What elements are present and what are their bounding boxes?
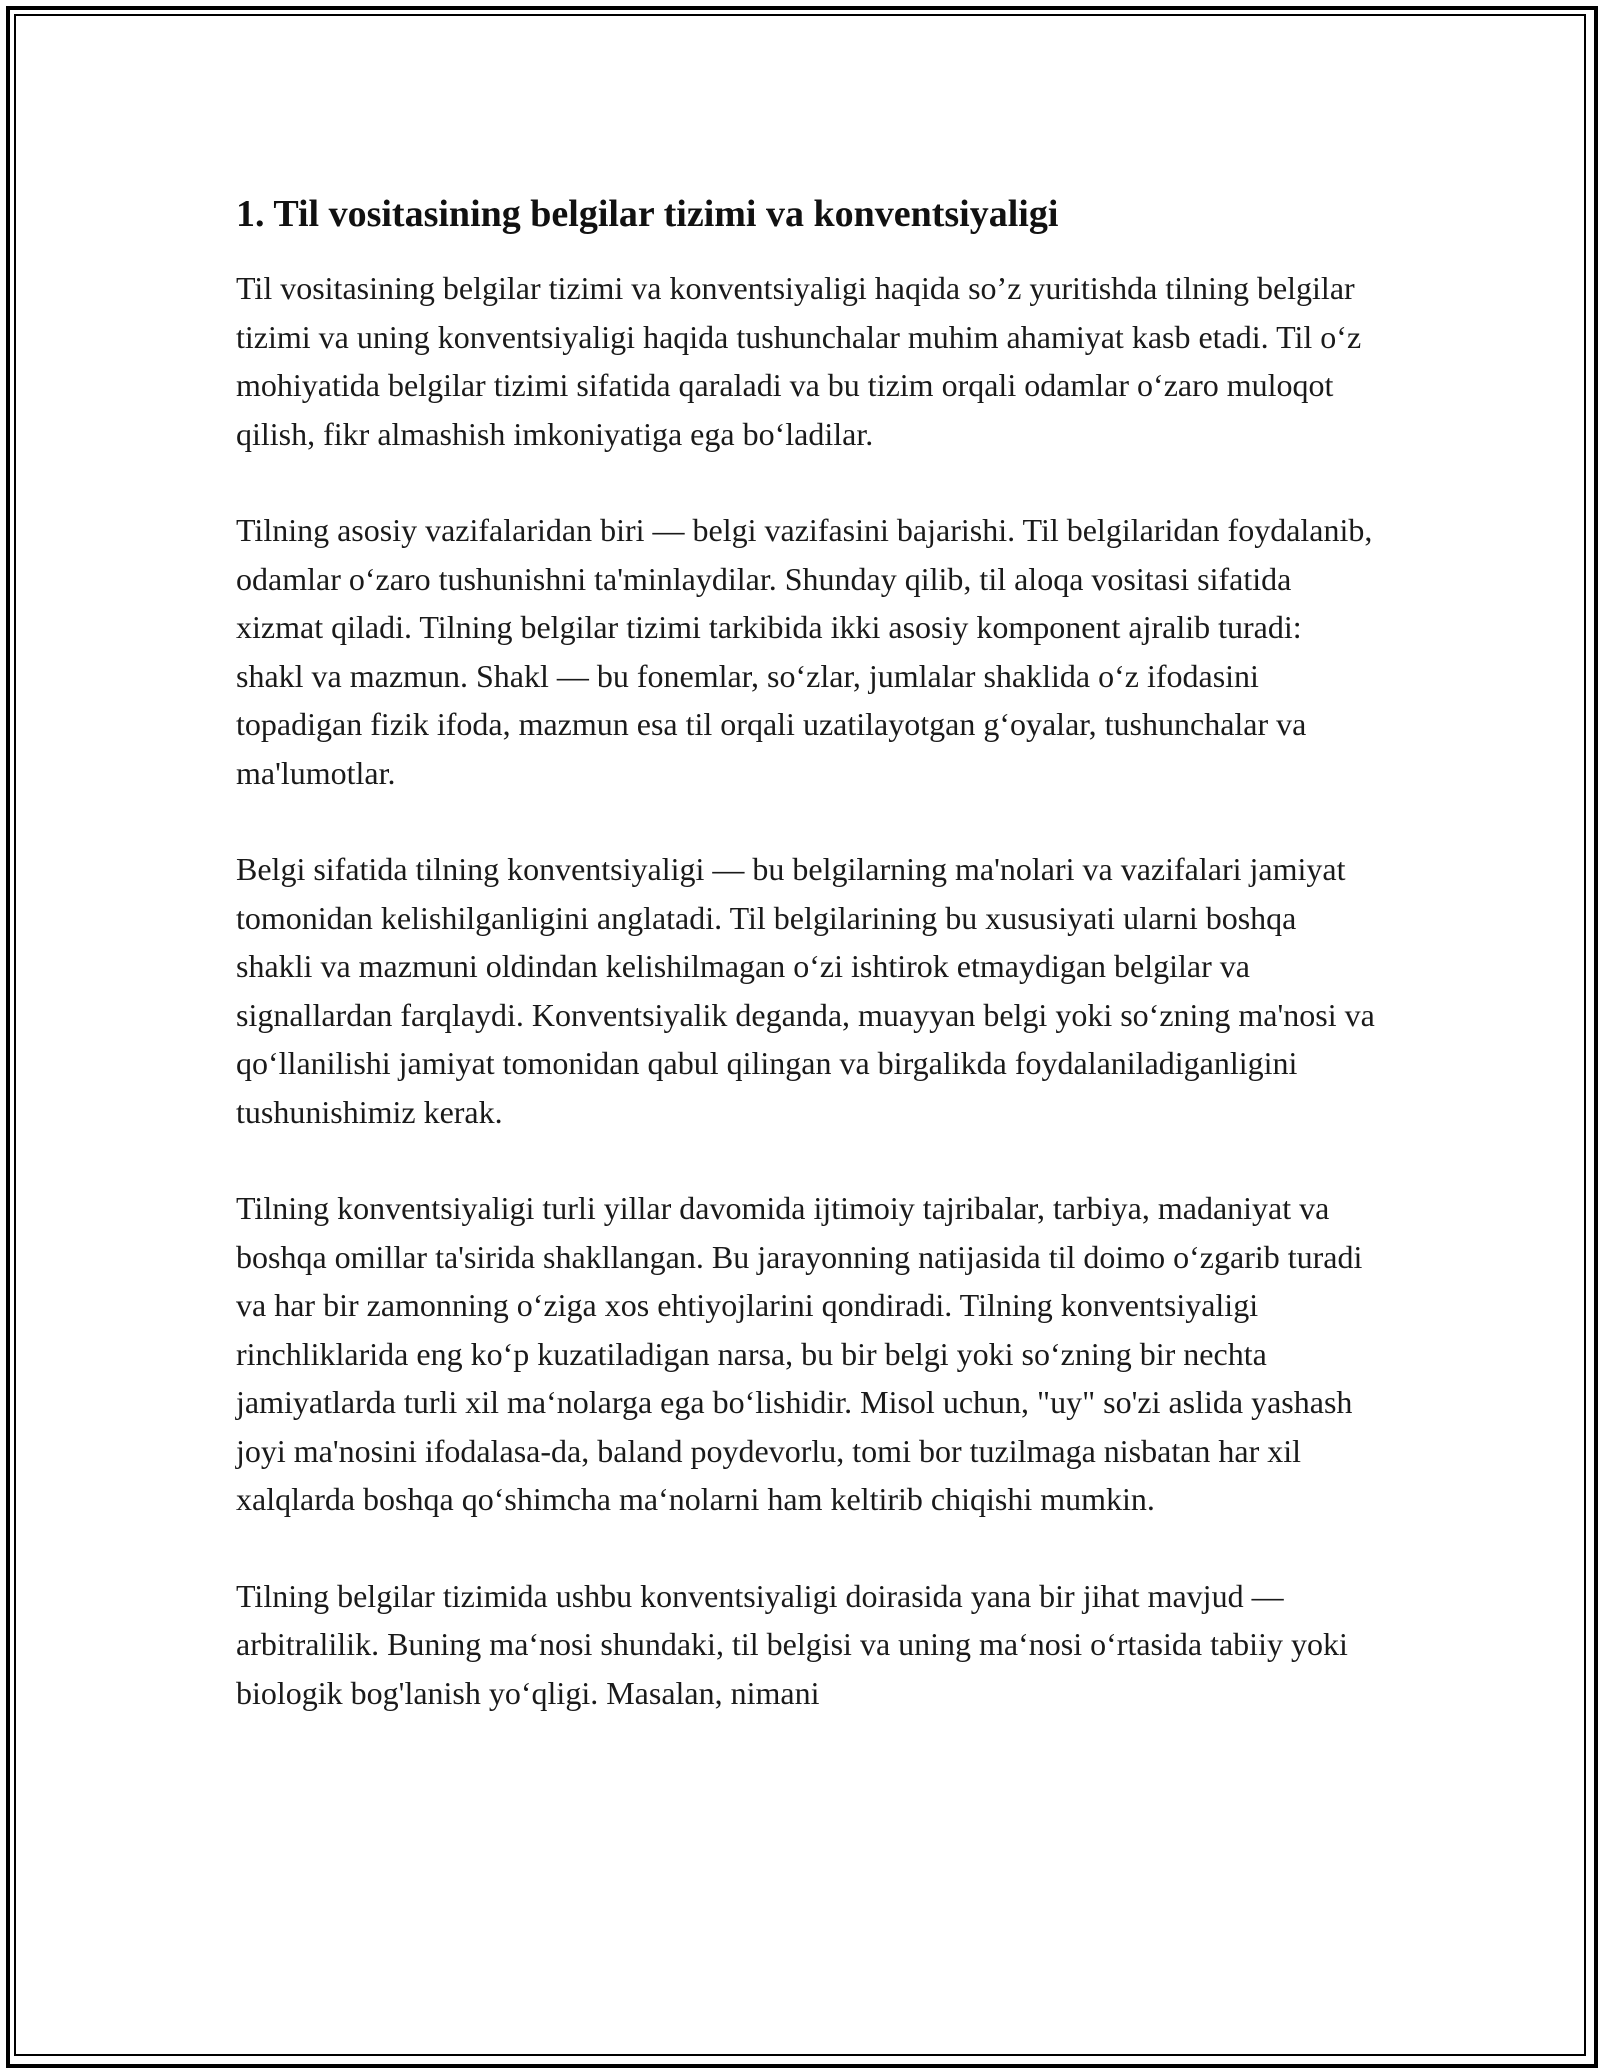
document-page: [236, 186, 1376, 1765]
section-heading: 1. Til vositasining belgilar tizimi va konventsiyaligi: [236, 193, 1059, 235]
paragraph-3: Belgi sifatida tilning konventsiyaligi — bu belgilarning ma'nolari va vazifalari jamiyat tomonidan kelishilganligini anglatadi. Til belgilarining bu xususiyati ularni boshqa shakli va mazmuni oldindan kelishilmagan o‘zi ishtirok etmaydigan belgilar va signallardan farqlaydi. Konventsiyalik deganda, muayyan belgi yoki so‘zning ma'nosi va qo‘llanilishi jamiyat tomonidan qabul qilingan va birgalikda foydalaniladiganligini tushunishimiz kerak.: [236, 851, 1375, 1130]
paragraph-1: Til vositasining belgilar tizimi va konventsiyaligi haqida so’z yuritishda tilning belgilar tizimi va uning konventsiyaligi haqida tushunchalar muhim ahamiyat kasb etadi. Til o‘z mohiyatida belgilar tizimi sifatida qaraladi va bu tizim orqali odamlar o‘zaro muloqot qilish, fikr almashish imkoniyatiga ega bo‘ladilar.: [236, 270, 1362, 452]
paragraph-4: Tilning konventsiyaligi turli yillar davomida ijtimoiy tajribalar, tarbiya, madaniyat va boshqa omillar ta'sirida shakllangan. Bu jarayonning natijasida til doimo o‘zgarib turadi va har bir zamonning o‘ziga xos ehtiyojlarini qondiradi. Tilning konventsiyaligi rinchliklarida eng ko‘p kuzatiladigan narsa, bu bir belgi yoki so‘zning bir nechta jamiyatlarda turli xil ma‘nolarga ega bo‘lishidir. Misol uchun, "uy" so'zi aslida yashash joyi ma'nosini ifodalasa-da, baland poydevorlu, tomi bor tuzilmaga nisbatan har xil xalqlarda boshqa qo‘shimcha ma‘nolarni ham keltirib chiqishi mumkin.: [236, 1190, 1363, 1517]
paragraph-2: Tilning asosiy vazifalaridan biri — belgi vazifasini bajarishi. Til belgilaridan foydalanib, odamlar o‘zaro tushunishni ta'minlaydilar. Shunday qilib, til aloqa vositasi sifatida xizmat qiladi. Tilning belgilar tizimi tarkibida ikki asosiy komponent ajralib turadi: shakl va mazmun. Shakl — bu fonemlar, so‘zlar, jumlalar shaklida o‘z ifodasini topadigan fizik ifoda, mazmun esa til orqali uzatilayotgan g‘oyalar, tushunchalar va ma'lumotlar.: [236, 512, 1373, 791]
paragraph-5: Tilning belgilar tizimida ushbu konventsiyaligi doirasida yana bir jihat mavjud — arbitralilik. Buning ma‘nosi shundaki, til belgisi va uning ma‘nosi o‘rtasida tabiiy yoki biologik bog'lanish yo‘qligi. Masalan, nimani: [236, 1577, 1348, 1711]
